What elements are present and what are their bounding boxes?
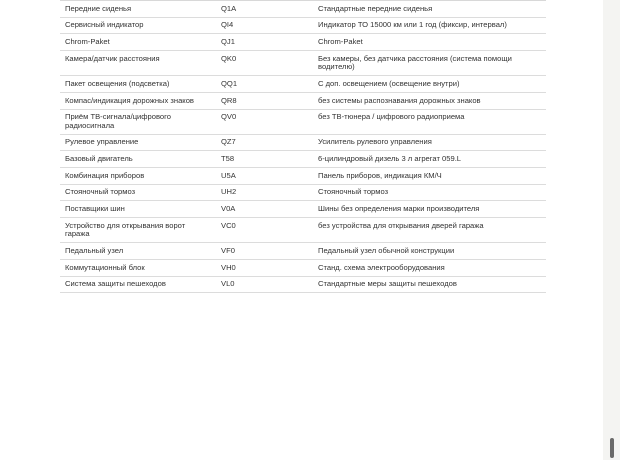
table-row: [60, 277, 546, 294]
option-name: Передние сиденья: [65, 3, 132, 13]
table-row: [60, 260, 546, 277]
option-description: Станд. схема электрооборудования: [318, 262, 445, 272]
option-description: без устройства для открывания дверей гаража: [318, 220, 484, 230]
option-name: Поставщики шин: [65, 204, 125, 214]
option-name: Пакет освещения (подсветка): [65, 78, 170, 88]
option-code: VC0: [221, 220, 236, 230]
option-name: Комбинация приборов: [65, 170, 145, 180]
option-code: Q1A: [221, 3, 237, 13]
option-code: T58: [221, 154, 235, 163]
option-description: Chrom-Paket: [318, 37, 363, 47]
option-code: QK0: [221, 53, 237, 63]
option-code: QI4: [221, 20, 234, 30]
option-name: Система защиты пешеходов: [65, 279, 166, 289]
option-name: Устройство для открывания ворот гаража: [65, 220, 186, 239]
option-description: без ТВ-тюнера / цифрового радиоприема: [318, 112, 465, 122]
option-description: Стандартные передние сиденья: [318, 3, 433, 13]
option-description: Стояночный тормоз: [318, 187, 389, 197]
option-description: Панель приборов, индикация КМ/Ч: [318, 170, 442, 180]
option-name: Рулевое управление: [65, 137, 139, 147]
option-code: UH2: [221, 187, 237, 197]
table-row: [60, 151, 546, 168]
table-row: [60, 185, 546, 202]
option-name: Базовый двигатель: [65, 154, 133, 163]
option-description: Без камеры, без датчика расстояния (система помощи водителю): [318, 53, 512, 72]
option-code: QJ1: [221, 37, 235, 47]
option-code: VH0: [221, 262, 236, 272]
option-description: Педальный узел обычной конструкции: [318, 245, 455, 255]
option-description: С доп. освещением (освещение внутри): [318, 78, 460, 88]
table-row: [60, 110, 546, 135]
option-code: U5A: [221, 170, 236, 180]
option-code: QZ7: [221, 137, 236, 147]
option-description: Индикатор ТО 15000 км или 1 год (фиксир, интервал): [318, 20, 507, 30]
table-row: [60, 93, 546, 110]
table-row: [60, 168, 546, 185]
table-row: [60, 218, 546, 243]
option-name: Сервисный индикатор: [65, 20, 144, 30]
option-name: Chrom-Paket: [65, 37, 110, 47]
vertical-scrollbar-thumb[interactable]: [610, 438, 614, 458]
equipment-table: [60, 0, 546, 293]
table-row: [60, 51, 546, 76]
table-row: [60, 1, 546, 18]
table-row: [60, 201, 546, 218]
option-description: Усилитель рулевого управления: [318, 137, 432, 147]
table-row: [60, 34, 546, 51]
option-description: 6-цилиндровый дизель 3 л агрегат 059.L: [318, 154, 462, 163]
option-code: V0A: [221, 204, 236, 214]
table-row: [60, 135, 546, 152]
option-code: VL0: [221, 279, 235, 289]
option-code: QV0: [221, 112, 237, 122]
option-name: Педальный узел: [65, 245, 124, 255]
option-description: Шины без определения марки производителя: [318, 204, 480, 214]
option-code: QR8: [221, 95, 237, 105]
table-row: [60, 18, 546, 35]
table-row: [60, 76, 546, 93]
option-description: Стандартные меры защиты пешеходов: [318, 279, 457, 289]
option-name: Компас/индикация дорожных знаков: [65, 95, 194, 105]
option-code: VF0: [221, 245, 235, 255]
option-name: Приём ТВ-сигнала/цифрового радиосигнала: [65, 112, 171, 130]
option-code: QQ1: [221, 78, 238, 88]
option-name: Коммутационный блок: [65, 262, 145, 272]
option-description: без системы распознавания дорожных знаков: [318, 95, 481, 105]
table-row: [60, 243, 546, 260]
option-name: Стояночный тормоз: [65, 187, 136, 197]
option-name: Камера/датчик расстояния: [65, 53, 160, 63]
